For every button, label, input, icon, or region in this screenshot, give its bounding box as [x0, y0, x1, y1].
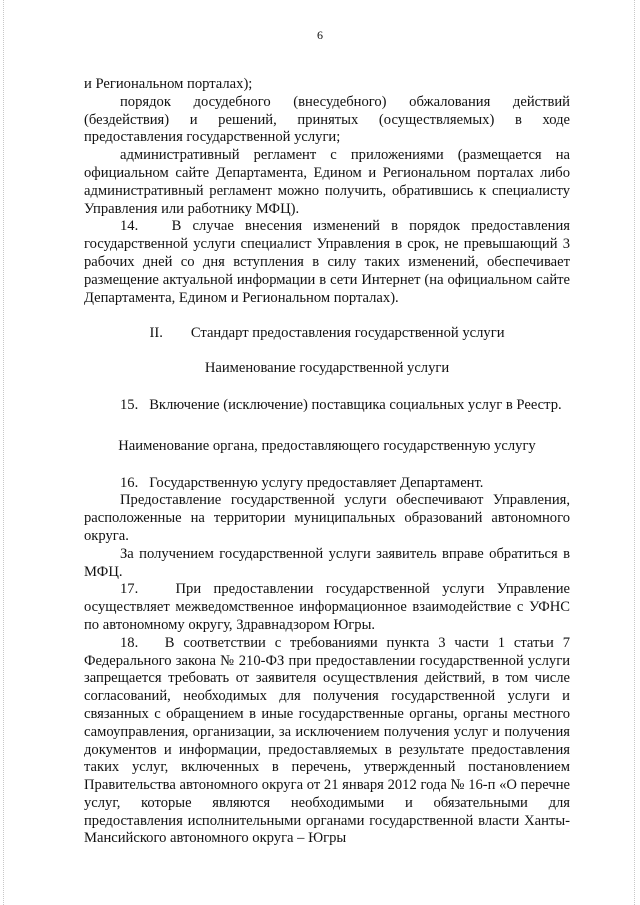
page-edge-right [634, 0, 635, 905]
paragraph-16: 16. Государственную услугу предоставляет Департамент. [120, 474, 484, 491]
paragraph-appeal-procedure: порядок досудебного (внесудебного) обжалования действий (бездействия) и решений, принятых (осуществляемых) в ходе предоставления государственной услуги; [84, 93, 570, 146]
paragraph-15: 15. Включение (исключение) поставщика социальных услуг в Реестр. [120, 396, 562, 413]
paragraph-departments: Предоставление государственной услуги обеспечивают Управления, расположенные на территории муниципальных образований автономного округа. [84, 492, 570, 544]
heading-authority: Наименование органа, предоставляющего государственную услугу [118, 437, 536, 454]
paragraph-17: 17. При предоставлении государственной услуги Управление осуществляет межведомственное информационное взаимодействие с УФНС по автономному округу, Здравнадзором Югры. [84, 581, 570, 633]
paragraph-admin-regulation: административный регламент с приложениями (размещается на официальном сайте Департамента, Едином и Региональном порталах либо административный регламент можно получить, обратившись к специалисту Управления или работнику МФЦ). [84, 147, 570, 217]
paragraph-14: 14. В случае внесения изменений в порядок предоставления государственной услуги специалист Управления в срок, не превышающий 3 рабочих дней со дня вступления в силу таких изменений, обеспечивает размещение актуальной информации в сети Интернет (на официальном сайте Департамента, Едином и Региональном порталах). [84, 218, 570, 306]
document-body [84, 76, 570, 848]
section-heading [84, 325, 570, 343]
section-number: II. [149, 325, 163, 342]
page-number: 6 [317, 28, 323, 42]
section-title: Стандарт предоставления государственной услуги [190, 325, 505, 342]
heading-service-name: Наименование государственной услуги [204, 360, 450, 377]
paragraph-mfc: За получением государственной услуги заявитель вправе обратиться в МФЦ. [84, 545, 570, 580]
page-edge-left [3, 0, 4, 905]
paragraph-portals-end: и Региональном порталах); [84, 76, 253, 92]
paragraph-18: 18. В соответствии с требованиями пункта 3 части 1 статьи 7 Федерального закона № 210-ФЗ при предоставлении государственной услуги запрещается требовать от заявителя осуществления действий, в том числе согласований, необходимых для получения государственной услуги и связанных с обращением в иные государственные органы, органы местного самоуправления, организации, за исключением получения услуг и получения документов и информации, предоставляемых в результате предоставления таких услуг, включенных в перечень, утвержденный постановлением Правительства автономного округа от 21 января 2012 года № 16-п «О перечне услуг, которые являются необходимыми и обязательными для предоставления исполнительными органами государственной власти Ханты-Мансийского автономного округа – Югры [84, 634, 570, 847]
